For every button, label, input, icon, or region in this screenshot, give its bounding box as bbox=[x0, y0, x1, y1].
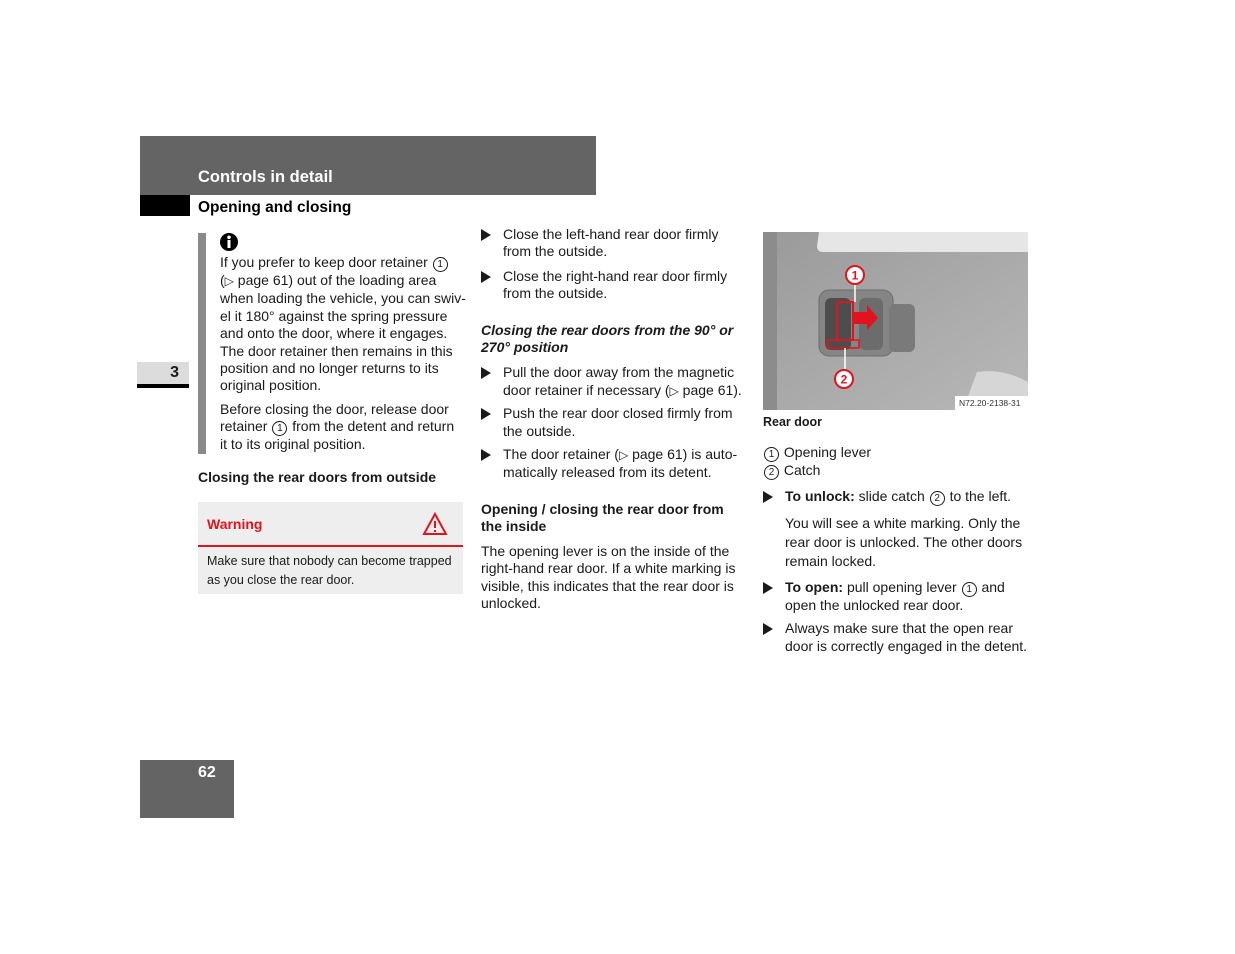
rear-door-photo bbox=[763, 232, 1028, 410]
photo-callout-1: 1 bbox=[851, 268, 859, 283]
step-pull-door: Pull the door away from the magnetic door retainer if necessary (▷ page 61). bbox=[481, 364, 751, 400]
heading-inside: Opening / closing the rear door from the inside bbox=[481, 500, 724, 535]
callout-ref-1: 1 bbox=[272, 421, 287, 436]
step-close-left: Close the left-hand rear door firmly from the outside. bbox=[481, 226, 751, 261]
info-sidebar-bar bbox=[198, 233, 206, 454]
step-retainer-release: The door retainer (▷ page 61) is auto- matically released from its detent. bbox=[481, 446, 751, 482]
page-ref-icon: ▷ bbox=[618, 448, 629, 463]
bullet-arrow-icon bbox=[481, 367, 491, 379]
page-number-box bbox=[140, 760, 234, 818]
bullet-arrow-icon bbox=[763, 582, 773, 594]
step-push-door: Push the rear door closed firmly from the outside. bbox=[481, 405, 751, 440]
heading-90-270: Closing the rear doors from the 90° or 270° position bbox=[481, 321, 734, 356]
outside-heading: Closing the rear doors from outside bbox=[198, 469, 437, 485]
warning-box bbox=[198, 502, 463, 594]
section-title: Controls in detail bbox=[198, 168, 333, 186]
subsection-marker bbox=[140, 195, 190, 216]
inside-paragraph: The opening lever is on the inside of the right-hand rear door. If a white marking is visible, this indicates that the rear door is unlocked. bbox=[481, 542, 736, 611]
photo-code: N72.20-2138-31 bbox=[959, 398, 1021, 408]
step-always: Always make sure that the open rear door is correctly engaged in the detent. bbox=[763, 620, 1038, 655]
legend-1: 1 Opening lever bbox=[763, 444, 1038, 462]
bullet-arrow-icon bbox=[481, 271, 491, 283]
legend-2: 2 Catch bbox=[763, 462, 1038, 480]
bullet-arrow-icon bbox=[481, 408, 491, 420]
subsection-title: Opening and closing bbox=[198, 199, 352, 216]
bullet-arrow-icon bbox=[481, 449, 491, 461]
page-ref-icon: ▷ bbox=[669, 383, 679, 398]
warning-label: Warning bbox=[207, 516, 263, 532]
unlock-note: You will see a white marking. Only the rear door is unlocked. The other doors remain locked. bbox=[785, 515, 1023, 569]
warning-triangle-icon bbox=[422, 512, 448, 536]
step-unlock: To unlock: slide catch 2 to the left. bbox=[763, 488, 1038, 506]
column-2 bbox=[481, 226, 751, 612]
chapter-tab bbox=[137, 362, 189, 388]
step-close-right: Close the right-hand rear door firmly from the outside. bbox=[481, 268, 751, 303]
chapter-number: 3 bbox=[170, 364, 179, 381]
page-number: 62 bbox=[198, 764, 216, 781]
page-ref-icon: ▷ bbox=[224, 274, 234, 288]
info-text: If you prefer to keep door retainer 1 (▷ page 61) out of the loading area when loading the vehicle, you can swiv- el it 180° against the spring pressure and onto the door, where it engages. The door retainer then remains in this position and no longer returns to its original position. Before closing the door, release door retainer 1 from the detent and return it to its original position. bbox=[220, 254, 466, 453]
column-3 bbox=[763, 444, 1038, 655]
warning-text: Make sure that nobody can become trapped as you close the rear door. bbox=[207, 554, 452, 587]
callout-ref-1: 1 bbox=[433, 257, 448, 272]
photo-callout-2: 2 bbox=[840, 372, 848, 387]
step-open: To open: pull opening lever 1 and open the unlocked rear door. bbox=[763, 579, 1038, 614]
bullet-arrow-icon bbox=[763, 623, 773, 635]
bullet-arrow-icon bbox=[481, 229, 491, 241]
bullet-arrow-icon bbox=[763, 491, 773, 503]
photo-caption: Rear door bbox=[763, 415, 823, 429]
info-icon bbox=[218, 231, 240, 253]
